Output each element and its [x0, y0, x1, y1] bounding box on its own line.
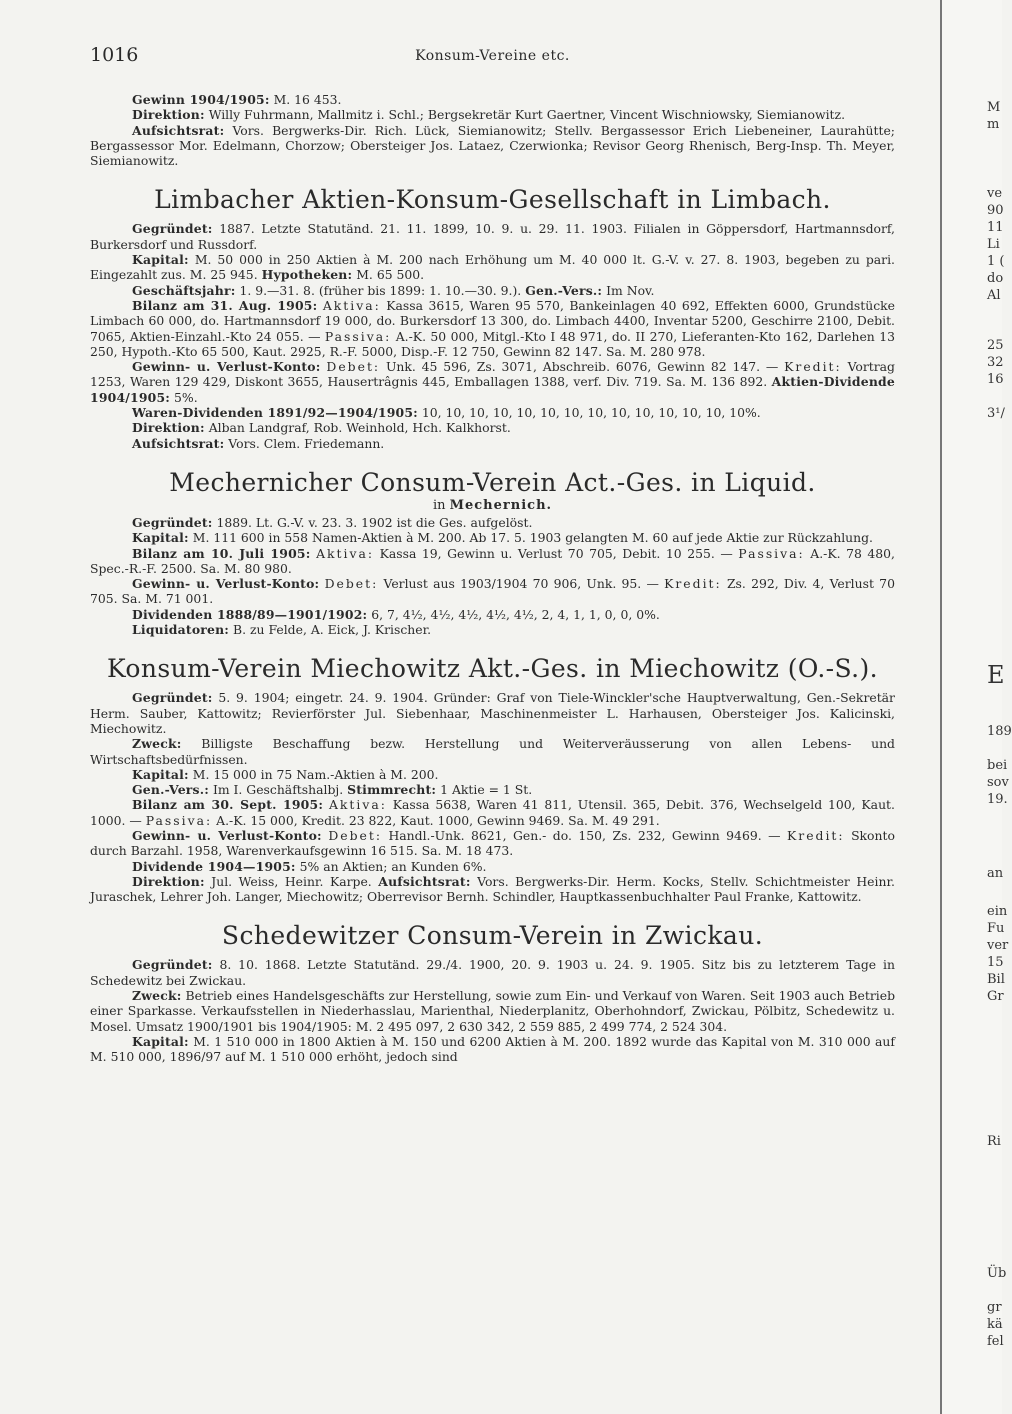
entry-limbach: [90, 184, 895, 450]
field-text: M. 15 000 in 75 Nam.-Aktien à M. 200.: [192, 766, 439, 782]
gutter-fragment: Üb: [987, 1266, 1007, 1281]
running-head: Konsum-Vereine etc.: [415, 48, 570, 64]
field-label: Gen.-Vers.:: [132, 782, 209, 798]
field-text: Im Nov.: [606, 282, 655, 298]
gutter-fragment: ve: [987, 186, 1003, 201]
field-text: Handl.-Unk. 8621, Gen.- do. 150, Zs. 232, Gewinn 9469. —: [388, 827, 781, 843]
field-text: M. 16 453.: [273, 92, 342, 107]
field-text: B. zu Felde, A. Eick, J. Krischer.: [233, 622, 432, 638]
field-text: 8. 10. 1868. Letzte Statutänd. 29./4. 1900, 20. 9. 1903 u. 24. 9. 1905. Sitz bis zu letzterem Tage in Schedewitz bei Zwickau.: [90, 957, 895, 988]
bilanz-line: [90, 546, 895, 577]
gegruendet-line: [90, 957, 895, 988]
field-label: Kapital:: [132, 530, 189, 546]
field-label: Dividenden 1888/89—1901/1902:: [132, 606, 368, 622]
bilanz-line: [90, 797, 895, 828]
field-text: 6, 7, 4½, 4½, 4½, 4½, 4½, 2, 4, 1, 1, 0, 0, 0%.: [371, 606, 660, 622]
field-text: Vors. Bergwerks-Dir. Herm. Kocks, Stellv. Schichtmeister Heinr. Juraschek, Lehrer Joh. Langer, Miechowitz; Oberrevisor Bernh. Schindler, Hauptkassenbuchhalter Paul Franke, Kattowitz.: [90, 873, 895, 905]
kapital-line: [90, 767, 895, 782]
gutter-fragment: 189: [987, 724, 1012, 739]
field-label: Gegründet:: [132, 690, 213, 706]
gutter-fragment: E: [987, 661, 1005, 689]
gutter-fragment: 19.: [987, 792, 1008, 807]
field-text: 5. 9. 1904; eingetr. 24. 9. 1904. Gründer: Graf von Tiele-Winckler'sche Hauptverwaltung, Gen.-Sekretär Herm. Sauber, Kattowitz; Revierförster Jul. Siebenhaar, Maschinenmeister L. Harhausen, Obersteiger Jos. Kalicinski, Miechowitz.: [90, 690, 895, 736]
field-text: 5%.: [174, 389, 198, 405]
entry-miechowitz: [90, 653, 895, 904]
field-label: Zweck:: [132, 988, 182, 1004]
dividenden-line: [90, 607, 895, 622]
field-text: Zs. 292, Div. 4, Verlust 70 705. Sa. M. 71 001.: [90, 576, 895, 607]
zweck-line: [90, 988, 895, 1034]
debet-word: Debet:: [328, 827, 382, 843]
gutter-fragment: 90: [987, 203, 1004, 218]
field-text: Betrieb eines Handelsgeschäfts zur Herstellung, sowie zum Ein- und Verkauf von Waren. Seit 1903 auch Betrieb einer Sparkasse. Verkaufsstellen in Niederhasslau, Marienthal, Niederplanitz, Oberhohndorf, Zwickau, Pölbitz, Schedewitz u. Mosel. Umsatz 1900/1901 bis 1904/1905: M. 2 495 097, 2 630 342, 2 559 885, 2 499 774, 2 524 304.: [90, 988, 895, 1034]
gutter-fragment: Fu: [987, 921, 1005, 936]
field-label: Aktien-Dividende 1904/1905:: [90, 374, 895, 405]
field-text: 1. 9.—31. 8. (früher bis 1899: 1. 10.—30. 9.).: [239, 282, 522, 298]
gutter-fragment: kä: [987, 1317, 1003, 1332]
page-content: [90, 92, 895, 1065]
field-text: Vors. Bergwerks-Dir. Rich. Lück, Siemianowitz; Stellv. Bergassessor Erich Liebeneiner, Laurahütte; Bergassessor Mor. Edelmann, Chorzow; Obersteiger Jos. Lataez, Czerwionka; Revisor Georg Rhenisch, Berg-Insp. Th. Meyer, Siemianowitz.: [90, 122, 895, 169]
field-text: Billigste Beschaffung bezw. Herstellung und Weiterveräusserung von allen Lebens- und Wirtschaftsbedürfnissen.: [90, 736, 895, 767]
field-text: Unk. 45 596, Zs. 3071, Abschreib. 6076, Gewinn 82 147. —: [385, 359, 779, 375]
field-text: Skonto durch Barzahl. 1958, Warenverkaufsgewinn 16 515. Sa. M. 18 473.: [90, 827, 895, 859]
gutter-fragment: Li: [987, 237, 1000, 252]
gutter-fragment: fel: [987, 1334, 1004, 1349]
field-text: Kassa 3615, Waren 95 570, Bankeinlagen 40 692, Effekten 6000, Grundstücke Limbach 60 000, do. Hartmannsdorf 19 000, do. Burkersdorf 13 300, do. Limbach 4400, Inventar 5200, Geschirre 2100, Debit. 7065, Aktien-Einzahl.-Kto 24 055. —: [90, 297, 895, 344]
field-text: Kassa 5638, Waren 41 811, Utensil. 365, Debit. 376, Wechselgeld 100, Kaut. 1000. —: [90, 797, 895, 828]
field-label: Hypotheken:: [261, 267, 353, 283]
field-label: Waren-Dividenden 1891/92—1904/1905:: [132, 405, 418, 421]
gutter-fragment: 3¹/: [987, 406, 1005, 421]
direktion-line: [90, 874, 895, 905]
field-label: Direktion:: [132, 107, 205, 123]
aktiva-word: Aktiva:: [328, 797, 387, 813]
subtitle-place: Mechernich.: [449, 497, 553, 513]
field-text: Vors. Clem. Friedemann.: [228, 435, 385, 451]
field-text: 1 Aktie = 1 St.: [440, 782, 533, 798]
field-label: Stimmrecht:: [347, 782, 437, 798]
field-text: Vortrag 1253, Waren 129 429, Diskont 3655, Hausertrâgnis 445, Emballagen 1388, verf. Div. 719. Sa. M. 136 892.: [90, 359, 895, 390]
debet-word: Debet:: [324, 576, 379, 592]
field-label: Bilanz am 31. Aug. 1905:: [132, 297, 318, 313]
field-label: Gewinn- u. Verlust-Konto:: [132, 576, 320, 592]
gutter-fragment: Al: [987, 288, 1001, 303]
gen-vers-line: [90, 782, 895, 797]
field-text: M. 111 600 in 558 Namen-Aktien à M. 200. Ab 17. 5. 1903 gelangten M. 60 auf jede Aktie zur Rückzahlung.: [192, 530, 873, 546]
field-label: Gegründet:: [132, 221, 213, 237]
gutter-fragment: 1 (: [987, 254, 1005, 269]
field-label: Gegründet:: [132, 514, 213, 530]
direktion-line: [90, 420, 895, 435]
passiva-word: Passiva:: [324, 328, 392, 344]
kredit-word: Kredit:: [664, 576, 722, 592]
company-title: Limbacher Aktien-Konsum-Gesellschaft in Limbach.: [154, 185, 831, 215]
gutter-fragment: 16: [987, 372, 1004, 387]
field-label: Kapital:: [132, 252, 189, 268]
field-text: Jul. Weiss, Heinr. Karpe.: [211, 873, 372, 889]
gutter-fragment: M: [987, 100, 1001, 115]
gutter-fragment: 15: [987, 955, 1004, 970]
liquidatoren-line: [90, 622, 895, 637]
gutter-fragment: bei: [987, 758, 1008, 773]
gutter-fragment: 32: [987, 355, 1004, 370]
gutter-fragment: 11: [987, 220, 1004, 235]
gutter-fragment: Bil: [987, 972, 1005, 987]
kredit-word: Kredit:: [784, 359, 842, 375]
gutter-fragment: sov: [987, 775, 1009, 790]
aktiva-word: Aktiva:: [322, 297, 381, 313]
field-text: Kassa 19, Gewinn u. Verlust 70 705, Debit. 10 255. —: [379, 545, 733, 561]
field-text: M. 1 510 000 in 1800 Aktien à M. 150 und 6200 Aktien à M. 200. 1892 wurde das Kapital von M. 310 000 auf M. 510 000, 1896/97 auf M. 1 510 000 erhöht, jedoch sind: [90, 1033, 895, 1065]
aufsichtsrat-line: [90, 123, 895, 169]
field-text: 5% an Aktien; an Kunden 6%.: [299, 858, 487, 874]
field-label: Dividende 1904—1905:: [132, 858, 296, 874]
gutter-fragment: an: [987, 866, 1004, 881]
gutter-fragment: gr: [987, 1300, 1002, 1315]
company-title: Konsum-Verein Miechowitz Akt.-Ges. in Miechowitz (O.-S.).: [106, 654, 878, 684]
entry-schedewitz: [90, 920, 895, 1064]
field-text: Verlust aus 1903/1904 70 906, Unk. 95. —: [383, 576, 659, 592]
gutter-fragment: m: [987, 117, 1000, 132]
field-label: Gen.-Vers.:: [525, 282, 603, 298]
debet-word: Debet:: [326, 359, 381, 375]
bilanz-line: [90, 298, 895, 359]
adjacent-page-edge: [940, 0, 1012, 1414]
gegruendet-line: [90, 515, 895, 530]
passiva-word: Passiva:: [738, 545, 805, 561]
waren-dividenden-line: [90, 405, 895, 420]
aktiva-word: Aktiva:: [316, 545, 375, 561]
company-subtitle: [90, 498, 895, 513]
gutter-fragment: 25: [987, 338, 1004, 353]
field-label: Bilanz am 30. Sept. 1905:: [132, 797, 324, 813]
direktion-line: [90, 107, 895, 122]
field-text: Im I. Geschäftshalbj.: [212, 782, 344, 798]
field-label: Aufsichtsrat:: [378, 873, 471, 889]
passiva-word: Passiva:: [145, 812, 213, 828]
gutter-fragment: Gr: [987, 989, 1004, 1004]
field-label: Zweck:: [132, 736, 182, 752]
gegruendet-line: [90, 690, 895, 736]
subtitle-in: in: [432, 497, 446, 513]
company-title: Schedewitzer Consum-Verein in Zwickau.: [221, 921, 764, 951]
field-label: Kapital:: [132, 1033, 189, 1049]
kapital-line: [90, 1034, 895, 1065]
field-label: Gewinn 1904/1905:: [132, 92, 270, 107]
field-text: A.-K. 78 480, Spec.-R.-F. 2500. Sa. M. 80 980.: [90, 545, 895, 576]
gutter-fragment: do: [987, 271, 1004, 286]
gutter-fragment: Ri: [987, 1134, 1001, 1149]
gutter-fragment: ver: [987, 938, 1009, 953]
page-number: 1016: [90, 44, 139, 66]
company-title: Mechernicher Consum-Verein Act.-Ges. in Liquid.: [169, 467, 816, 497]
field-text: Alban Landgraf, Rob. Weinhold, Hch. Kalkhorst.: [208, 420, 511, 436]
field-text: M. 50 000 in 250 Aktien à M. 200 nach Erhöhung um M. 40 000 lt. G.-V. v. 27. 8. 1903, begeben zu pari. Eingezahlt zus. M. 25 945.: [90, 252, 895, 283]
field-text: A.-K. 50 000, Mitgl.-Kto I 48 971, do. II 270, Lieferanten-Kto 162, Darlehen 13 250, Hypoth.-Kto 65 500, Kaut. 2925, R.-F. 5000, Disp.-F. 12 750, Gewinn 82 147. Sa. M. 280 978.: [90, 328, 895, 359]
field-text: M. 65 500.: [356, 267, 425, 283]
zweck-line: [90, 736, 895, 767]
field-text: 1887. Letzte Statutänd. 21. 11. 1899, 10. 9. u. 29. 11. 1903. Filialen in Göppersdorf, Hartmannsdorf, Burkersdorf und Russdorf.: [90, 221, 895, 252]
field-label: Kapital:: [132, 766, 189, 782]
field-label: Gewinn- u. Verlust-Konto:: [132, 827, 322, 843]
field-label: Direktion:: [132, 420, 205, 436]
field-text: Willy Fuhrmann, Mallmitz i. Schl.; Bergsekretär Kurt Gaertner, Vincent Wischniowsky, Siemianowitz.: [208, 107, 846, 123]
kapital-line: [90, 252, 895, 283]
entry-continuation: [90, 92, 895, 168]
aufsichtsrat-line: [90, 436, 895, 451]
field-text: 1889. Lt. G.-V. v. 23. 3. 1902 ist die Ges. aufgelöst.: [216, 514, 533, 530]
field-label: Gewinn- u. Verlust-Konto:: [132, 359, 321, 375]
gutter-fragment: ein: [987, 904, 1008, 919]
entry-mechernich: [90, 467, 895, 637]
page-header: [90, 44, 895, 70]
kapital-line: [90, 530, 895, 545]
geschaeftsjahr-line: [90, 283, 895, 298]
dividende-line: [90, 859, 895, 874]
field-label: Liquidatoren:: [132, 622, 230, 638]
field-label: Aufsichtsrat:: [132, 122, 225, 138]
field-text: A.-K. 15 000, Kredit. 23 822, Kaut. 1000, Gewinn 9469. Sa. M. 49 291.: [216, 812, 660, 828]
gewinn-konto-line: [90, 576, 895, 607]
gegruendet-line: [90, 221, 895, 252]
field-label: Geschäftsjahr:: [132, 282, 236, 298]
field-label: Bilanz am 10. Juli 1905:: [132, 545, 311, 561]
kredit-word: Kredit:: [787, 827, 845, 843]
field-label: Direktion:: [132, 873, 205, 889]
gewinn-line: [90, 92, 895, 107]
field-label: Aufsichtsrat:: [132, 435, 225, 451]
field-label: Gegründet:: [132, 957, 213, 973]
gewinn-konto-line: [90, 828, 895, 859]
field-text: 10, 10, 10, 10, 10, 10, 10, 10, 10, 10, 10, 10, 10, 10%.: [421, 405, 761, 421]
gewinn-konto-line: [90, 359, 895, 405]
